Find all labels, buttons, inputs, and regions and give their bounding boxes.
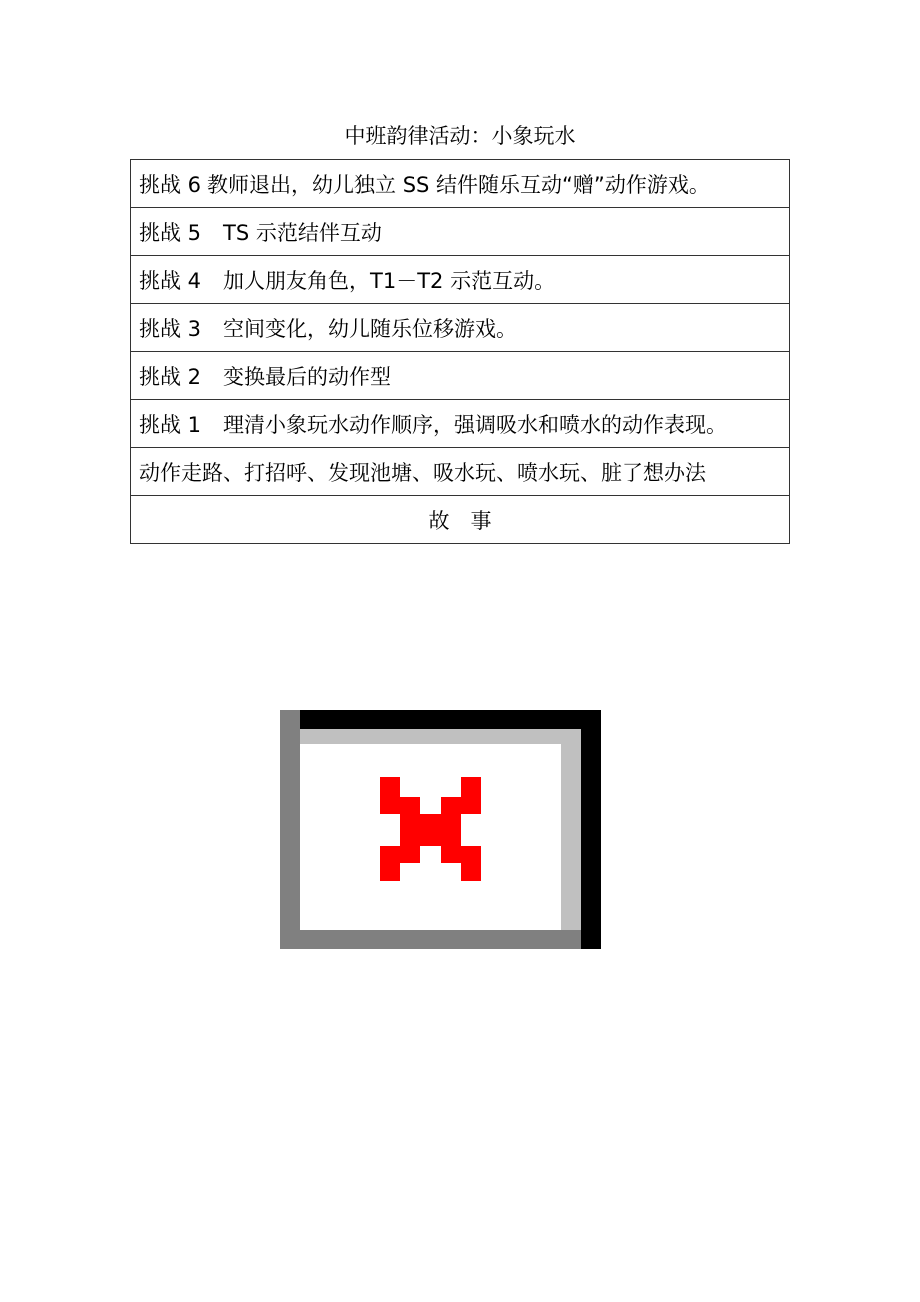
table-row-challenge-3 [131,304,789,352]
broken-image-icon [280,710,601,949]
row-text: 变换最后的动作型 [223,364,392,389]
row-label: 挑战 3 [139,316,202,341]
table-row-challenge-2 [131,352,789,400]
row-label: 挑战 5 [139,220,202,245]
row-label: 挑战 4 [139,268,202,293]
table-row-challenge-5 [131,208,789,256]
table-row-challenge-6 [131,160,789,208]
challenge-table [130,159,790,544]
row-text: 加人朋友角色，T1－T2 示范互动。 [223,268,556,293]
page-title: 中班韵律活动：小象玩水 [344,124,576,148]
row-text: 教师退出，幼儿独立 SS 结件随乐互动“赠”动作游戏。 [207,172,710,197]
row-text: 动作走路、打招呼、发现池塘、吸水玩、喷水玩、脏了想办法 [139,460,706,485]
table-row-challenge-4 [131,256,789,304]
row-label: 挑战 6 [139,172,202,197]
row-text: TS 示范结伴互动 [223,220,382,245]
table-row-story [131,496,789,544]
row-text: 空间变化，幼儿随乐位移游戏。 [223,316,518,341]
table-row-actions [131,448,789,496]
row-text: 故 事 [428,508,492,533]
table-row-challenge-1 [131,400,789,448]
row-text: 理清小象玩水动作顺序，强调吸水和喷水的动作表现。 [223,412,728,437]
row-label: 挑战 2 [139,364,202,389]
row-label: 挑战 1 [139,412,202,437]
